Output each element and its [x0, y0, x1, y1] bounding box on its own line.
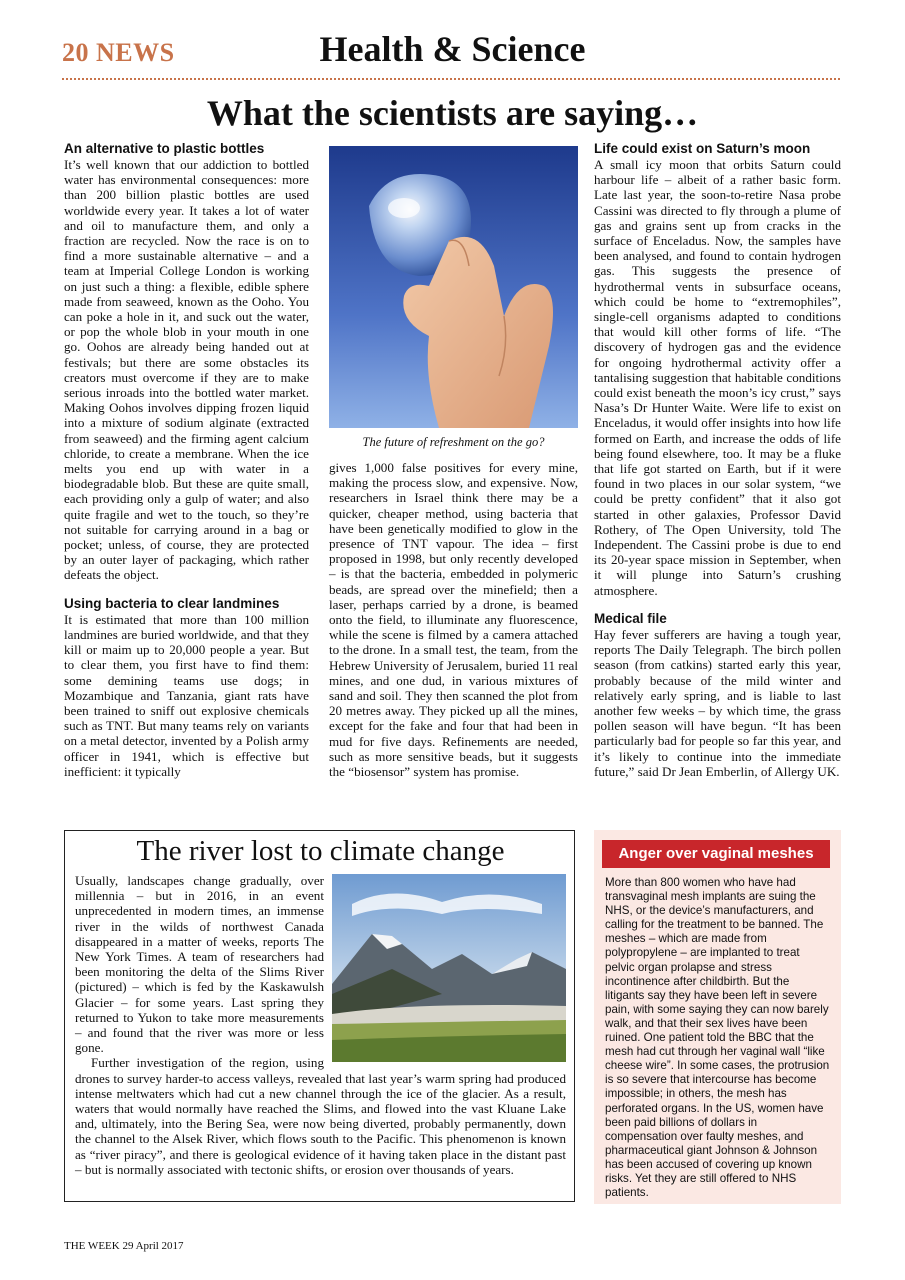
ooho-photo — [329, 146, 578, 428]
photo-spacer — [324, 873, 566, 1063]
page-number: 20 NEWS — [62, 38, 175, 67]
page-headline: What the scientists are saying… — [206, 93, 699, 133]
medical-heading: Medical file — [594, 610, 667, 626]
river-body-part2: Further investigation of the region, using drones to survey harder-to access valleys, revealed that last year’s warm spring had produced intense meltwaters which had cut a new channel through the ice of the glacier. As a result, waters that would normally have reached the Slims, and flowed into the vast Kluane Lake and, ultimately, into the Bering Sea, were now being diverted, probably permanently, down the channel to the Alsek River, which flows south to the Pacific. This phenomenon is known as “river piracy”, and there is geological evidence of it having taken place in the distant past – but is normally associated with tectonic shifts, or erosion over thousands of years. — [75, 1055, 566, 1177]
river-body-part1: Usually, landscapes change gradually, over millennia – but in 2016, in an event unprecedented in modern times, an immense river in the wilds of northwest Canada disappeared in a matter of weeks, reports The New York Times. A team of researchers had been monitoring the delta of the Slims River (pictured) – which is fed by the Kaskawulsh Glacier – for some years. Last spring they returned to Yukon to take more measurements – and found that the river was more or less gone. — [75, 873, 324, 1056]
landmines-body-part1: It is estimated that more than 100 million landmines are buried worldwide, and that they kill or maim up to 20,000 people a year. But to clear them, you first have to find them: some demining teams use dogs; in Mozambique and Tanzania, giant rats have been trained to sniff out explosive chemicals such as TNT. But many teams rely on variants on a metal detector, invented by a Polish army officer in 1941, which is effective but inefficient: it typically — [64, 611, 309, 779]
saturn-heading: Life could exist on Saturn’s moon — [594, 141, 811, 156]
column-middle — [329, 460, 578, 779]
mesh-heading: Anger over vaginal meshes — [602, 840, 830, 868]
header-divider — [62, 78, 840, 80]
mesh-body: More than 800 women who have had transvaginal mesh implants are suing the NHS, or the device’s manufacturers, and calling for the treatment to be banned. The meshes – which are made from polypropylene – are implanted to treat pelvic organ prolapse and stress incontinence after childbirth. But the litigants say they have been left in severe pain, with some saying they can now barely walk, and that their sex lives have been ruined. One patient told the BBC that the mesh had cut through her vaginal wall “like cheese wire”. In some cases, the protrusion is so severe that intercourse has become impossible; in others, the mesh has perforated organs. In the US, women have been paid billions of dollars in compensation over faulty meshes, and pharmaceutical giant Johnson & Johnson has been accused of covering up known risks. Yet they are still offered to NHS patients. — [605, 876, 830, 1200]
column-left — [64, 141, 309, 779]
saturn-body: A small icy moon that orbits Saturn could harbour life – albeit of a rather basic form. Late last year, the soon-to-retire Nasa probe Cassini was directed to fly through a plume of gas and grains sent up from cracks in the surface of Enceladus. Now, the samples have been analysed, and found to contain hydrogen gas. This suggests the presence of hydrothermal vents in subsurface oceans, which could be home to “extremophiles”, single-cell organisms adapted to conditions that would kill other forms of life. “The discovery of hydrogen gas and the evidence for ongoing hydrothermal activity offer a tantalising suggestion that habitable conditions could exist beneath the moon’s icy crust,” says Nasa’s Dr Hunter Waite. Were life to exist on Enceladus, it would offer insights into how life formed on Earth, and increase the odds of life being found elsewhere, too. It may be a fluke that life got started on Earth, but if it were found in two places in our solar system, “we could be pretty confident” that it also got started in other galaxies, Professor David Rothery, of The Open University, told The Independent. The Cassini probe is due to end its 20-year space mission in September, when it will plunge into Saturn’s crushing atmosphere. — [594, 157, 841, 598]
medical-body: Hay fever sufferers are having a tough year, reports The Daily Telegraph. The birch pollen season (from catkins) started early this year, probably because of the mild winter and relatively early spring, and is liable to last another few weeks – by which time, the grass pollen season will have begun. “It has been particularly bad for people so far this year, and it’s likely to continue into the immediate future,” said Dr Jean Emberlin, of Allergy UK. — [594, 626, 841, 779]
issue-footer: THE WEEK 29 April 2017 — [64, 1240, 184, 1252]
column-right — [594, 141, 841, 779]
landmines-heading: Using bacteria to clear landmines — [64, 595, 280, 611]
mesh-article-box — [594, 830, 841, 1204]
photo-caption: The future of refreshment on the go? — [362, 435, 545, 449]
plastic-body: It’s well known that our addiction to bottled water has environmental consequences: more than 200 billion plastic bottles are used worldwide every year. It takes a lot of water and oil to manufacture them, and only a fraction are recycled. Now the race is on to find a more sustainable alternative – and a team at Imperial College London is working on just such a thing: a flexible, edible sphere made from seaweed, known as the Ooho. You can poke a hole in it, and suck out the water, or pop the whole blob in your mouth in one go. Oohos are already being handed out at festivals; but there are some obstacles its creators must overcome if they are to make serious inroads into the bottled water market. Making Oohos involves dipping frozen liquid into a mixture of sodium alginate (extracted from seaweed) and the firming agent calcium chloride, to create a membrane. When the ice melts you end up with water in a biodegradable blob. But these are quite small, each providing only a gulp of water; and also quite fragile and wet to the touch, so they’re not suitable for carrying around in a bag or pocket; unless, of course, they are protected by an outer layer of packaging, which rather defeats the object. — [64, 157, 309, 583]
river-body — [75, 873, 566, 1177]
section-title: Health & Science — [319, 29, 586, 69]
landmines-body-part2: gives 1,000 false positives for every mine, making the process slow, and expensive. Now, researchers in Israel think there may be a quicker, cheaper method, using bacteria that have been genetically modified to glow in the presence of TNT vapour. The idea – first proposed in 1998, but only recently developed – is that the bacteria, embedded in polymeric beads, are spread over the minefield; then a laser, perhaps carried by a drone, is beamed onto the field, to illuminate any fluorescence, while the scene is filmed by a camera attached to the drone. In a small test, the team, from the Hebrew University of Jerusalem, buried 11 real mines, and one dud, in various mixtures of sand and soil. They then scanned the plot from 20 metres away. They picked up all the mines, except for the fake and four that had been in mud for five days. Refinements are needed, such as more sensitive beads, but it suggests the “biosensor” system has promise. — [329, 460, 578, 780]
river-heading: The river lost to climate change — [136, 835, 505, 867]
plastic-heading: An alternative to plastic bottles — [64, 141, 265, 156]
river-article-box — [64, 830, 575, 1202]
